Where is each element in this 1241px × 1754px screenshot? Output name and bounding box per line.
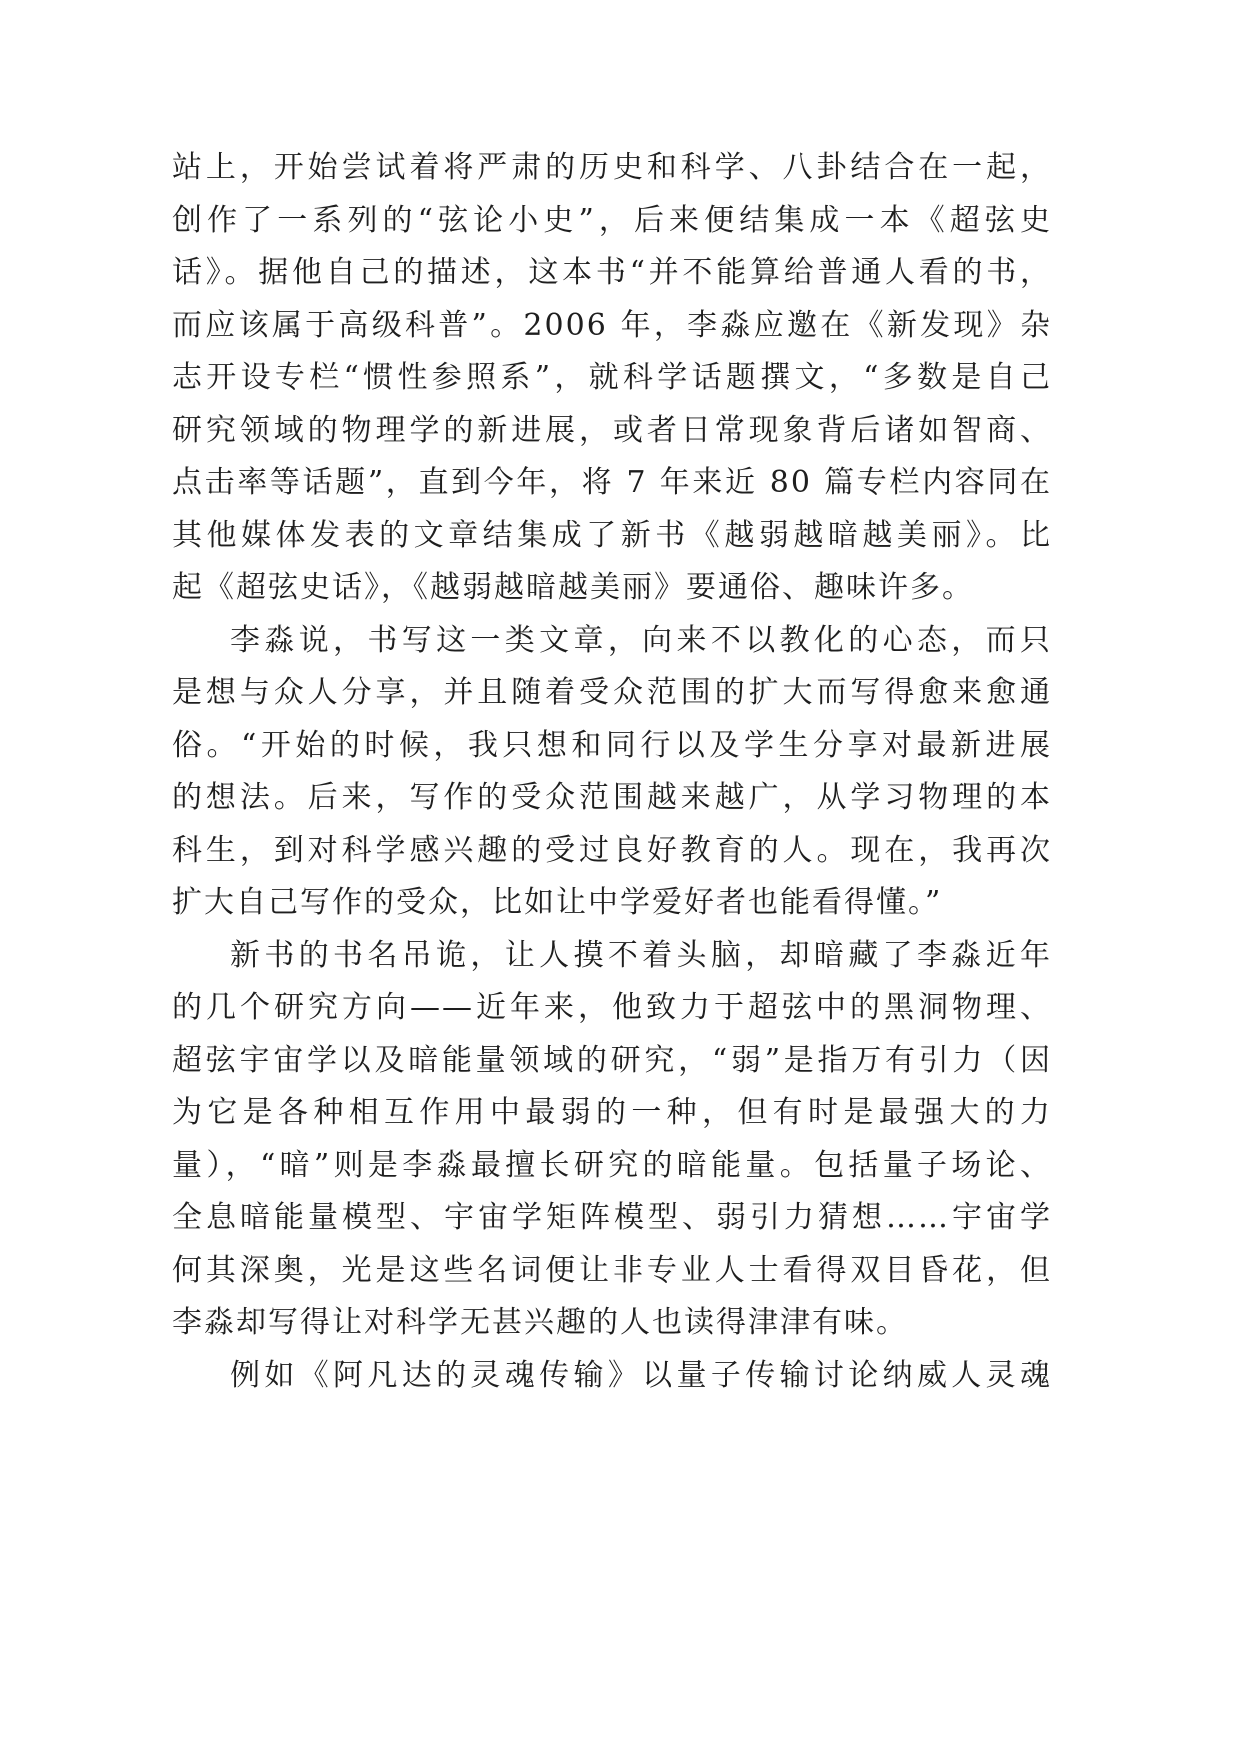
text-line: 科生，到对科学感兴趣的受过良好教育的人。现在，我再次	[172, 832, 1052, 868]
text-line: 新书的书名吊诡，让人摸不着头脑，却暗藏了李淼近年	[230, 937, 1052, 973]
text-line: 志开设专栏“惯性参照系”，就科学话题撰文，“多数是自己	[172, 360, 1052, 395]
text-line: 点击率等话题”，直到今年，将 7 年来近 80 篇专栏内容同在	[172, 465, 1052, 500]
text-line: 扩大自己写作的受众，比如让中学爱好者也能看得懂。”	[172, 885, 943, 920]
text-line: 例如《阿凡达的灵魂传输》以量子传输讨论纳威人灵魂	[230, 1357, 1052, 1393]
text-line: 研究领域的物理学的新进展，或者日常现象背后诸如智商、	[172, 412, 1052, 448]
paragraph	[172, 142, 1052, 615]
text-line: 为它是各种相互作用中最弱的一种，但有时是最强大的力	[172, 1095, 1052, 1130]
text-line: 李淼说，书写这一类文章，向来不以教化的心态，而只	[230, 622, 1052, 658]
text-line: 的几个研究方向——近年来，他致力于超弦中的黑洞物理、	[172, 990, 1052, 1025]
text-line: 超弦宇宙学以及暗能量领域的研究，“弱”是指万有引力（因	[172, 1042, 1052, 1078]
text-line: 其他媒体发表的文章结集成了新书《越弱越暗越美丽》。比	[172, 517, 1052, 553]
body-text	[172, 142, 1052, 1402]
text-line: 站上，开始尝试着将严肃的历史和科学、八卦结合在一起，	[172, 150, 1052, 185]
text-line: 话》。据他自己的描述，这本书“并不能算给普通人看的书，	[172, 255, 1052, 290]
text-line: 全息暗能量模型、宇宙学矩阵模型、弱引力猜想……宇宙学	[172, 1200, 1052, 1235]
paragraph	[172, 930, 1052, 1350]
paragraph	[172, 1350, 1052, 1403]
text-line: 创作了一系列的“弦论小史”，后来便结集成一本《超弦史	[172, 202, 1052, 238]
text-line: 的想法。后来，写作的受众范围越来越广，从学习物理的本	[172, 780, 1052, 815]
text-line: 而应该属于高级科普”。2006 年，李淼应邀在《新发现》杂	[172, 307, 1052, 343]
text-line: 量），“暗”则是李淼最擅长研究的暗能量。包括量子场论、	[172, 1147, 1052, 1183]
text-line: 是想与众人分享，并且随着受众范围的扩大而写得愈来愈通	[172, 675, 1052, 710]
text-line: 起《超弦史话》，《越弱越暗越美丽》要通俗、趣味许多。	[172, 570, 974, 605]
text-line: 李淼却写得让对科学无甚兴趣的人也读得津津有味。	[172, 1305, 908, 1340]
text-line: 俗。“开始的时候，我只想和同行以及学生分享对最新进展	[172, 727, 1052, 763]
text-line: 何其深奥，光是这些名词便让非专业人士看得双目昏花，但	[172, 1252, 1052, 1288]
paragraph	[172, 615, 1052, 930]
